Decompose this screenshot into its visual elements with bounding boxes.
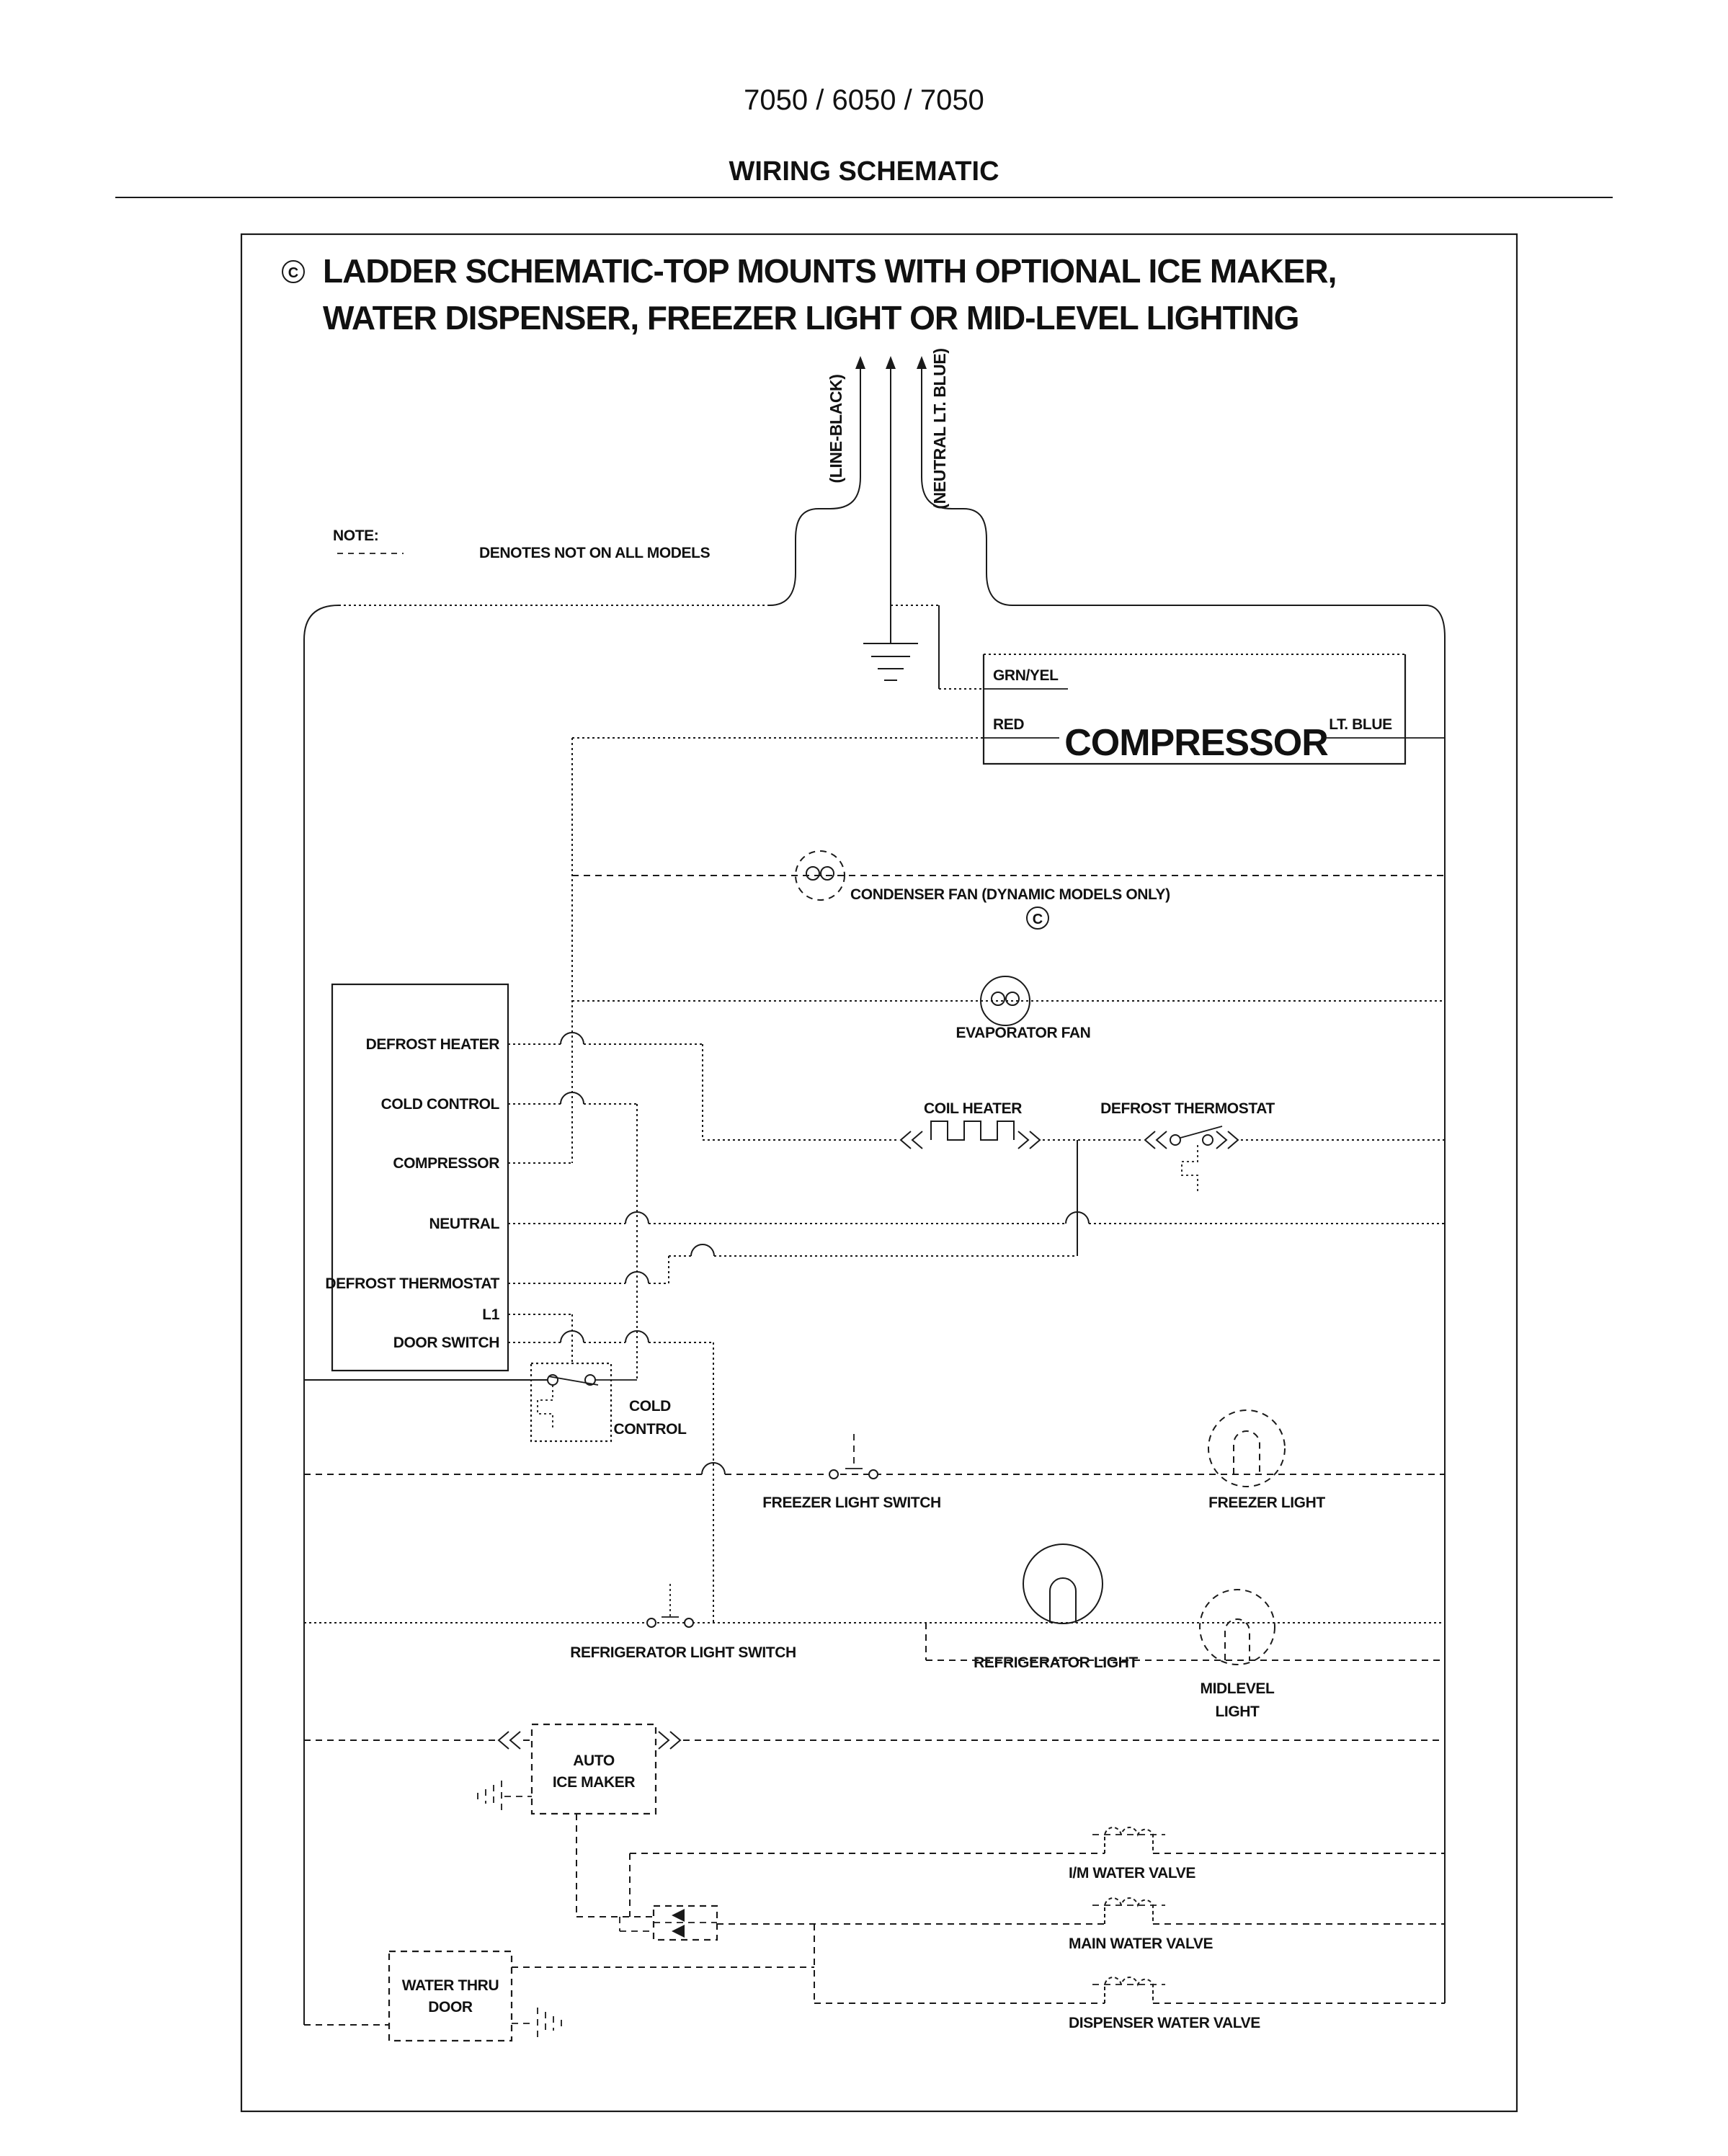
im-valve-coil-icon [1092, 1827, 1165, 1853]
title-line2: WATER DISPENSER, FREEZER LIGHT OR MID-LEVEL LIGHTING [323, 299, 1299, 337]
right-rail-corner [1425, 605, 1445, 637]
coil-heater-label: COIL HEATER [924, 1100, 1022, 1117]
connector-left-icon [499, 1732, 520, 1749]
midlevel-light-filament [1225, 1619, 1250, 1660]
terminal-defrost-heater: DEFROST HEATER [365, 1036, 499, 1053]
schematic-title [282, 252, 1336, 337]
power-feed [304, 348, 1445, 2025]
condenser-fan [572, 851, 1445, 929]
ice-maker-label1: AUTO [573, 1752, 615, 1769]
left-rail-corner [304, 605, 339, 640]
header [115, 84, 1613, 197]
connector-right-icon [1216, 1131, 1238, 1149]
refrigerator-light-icon [1023, 1544, 1103, 1623]
water-valves [576, 1827, 1445, 2031]
ltblue-label: LT. BLUE [1329, 716, 1392, 733]
cold-control [304, 1363, 687, 1441]
cold-control-label1: COLD [629, 1398, 671, 1415]
terminal-block [325, 984, 1445, 1623]
thermostat-sensor [1182, 1145, 1198, 1192]
connector-block-icon [654, 1906, 717, 1940]
refrigerator-switch-contact [685, 1618, 693, 1627]
refrigerator-light-filament [1050, 1578, 1076, 1623]
refrigerator-light-label: REFRIGERATOR LIGHT [974, 1654, 1138, 1671]
refrigerator-light-switch-label: REFRIGERATOR LIGHT SWITCH [570, 1644, 796, 1661]
compressor-label: COMPRESSOR [1064, 722, 1328, 764]
grnyel-label: GRN/YEL [993, 667, 1059, 684]
freezer-switch-contact [869, 1470, 878, 1479]
note [333, 527, 711, 561]
cold-control-sensor [538, 1385, 553, 1430]
connector-right-icon [659, 1732, 680, 1749]
line-arrow-icon [855, 356, 865, 369]
refrigerator-light-circuit [304, 1544, 1445, 1671]
connector-left-icon [901, 1131, 922, 1149]
model-numbers: 7050 / 6050 / 7050 [744, 84, 984, 116]
evaporator-fan [572, 976, 1445, 1041]
coil-heater-icon [931, 1121, 1014, 1140]
condenser-fan-label: CONDENSER FAN (DYNAMIC MODELS ONLY) [850, 886, 1170, 903]
terminal-defrost-thermostat: DEFROST THERMOSTAT [325, 1275, 499, 1292]
freezer-light-label: FREEZER LIGHT [1208, 1494, 1325, 1511]
wire-hop [691, 1244, 714, 1256]
refrigerator-switch-contact [647, 1618, 656, 1627]
page-title: WIRING SCHEMATIC [729, 156, 999, 187]
water-thru-door-circuit [304, 1924, 814, 2041]
wtd-label1: WATER THRU [401, 1977, 499, 1994]
ice-maker-circuit [304, 1724, 1445, 1917]
terminal-l1: L1 [482, 1306, 499, 1323]
wtd-label2: DOOR [428, 1999, 473, 2015]
evaporator-fan-coil2 [1006, 992, 1019, 1005]
terminal-compressor: COMPRESSOR [393, 1155, 499, 1172]
freezer-switch-contact [829, 1470, 838, 1479]
title-line1: LADDER SCHEMATIC-TOP MOUNTS WITH OPTIONAL ICE MAKER, [323, 252, 1337, 290]
defrost-thermostat-label: DEFROST THERMOSTAT [1100, 1100, 1275, 1117]
wtd-ground-icon [538, 2008, 561, 2039]
freezer-light-circuit [304, 1410, 1445, 1511]
evaporator-fan-coil1 [992, 992, 1005, 1005]
dispenser-valve-coil-icon [1092, 1977, 1165, 2003]
line-black-label: (LINE-BLACK) [827, 374, 845, 484]
ice-maker-box [532, 1724, 656, 1814]
freezer-light-filament [1234, 1431, 1260, 1474]
terminal-cold-control: COLD CONTROL [380, 1096, 499, 1113]
evaporator-fan-label: EVAPORATOR FAN [956, 1025, 1091, 1041]
neutral-arrow-icon [917, 356, 927, 369]
line-s-curve [770, 477, 860, 605]
ice-maker-label2: ICE MAKER [552, 1774, 636, 1791]
terminal-door-switch: DOOR SWITCH [393, 1335, 499, 1351]
connector-left-icon [1145, 1131, 1167, 1149]
midlevel-light-label2: LIGHT [1215, 1703, 1260, 1720]
thermostat-blade [1180, 1126, 1222, 1138]
circled-c-glyph: C [288, 265, 299, 281]
condenser-fan-coil1 [806, 867, 819, 880]
schematic-border [241, 234, 1517, 2111]
note-label: NOTE: [333, 527, 379, 544]
ice-maker-ground-icon [478, 1781, 502, 1812]
cold-control-box [531, 1363, 611, 1441]
note-text: DENOTES NOT ON ALL MODELS [479, 545, 711, 561]
thermostat-contact [1170, 1135, 1180, 1145]
red-label: RED [993, 716, 1025, 733]
connector-right-icon [1018, 1131, 1040, 1149]
main-valve-label: MAIN WATER VALVE [1069, 1936, 1213, 1952]
condenser-fan-coil2 [821, 867, 834, 880]
dispenser-valve-label: DISPENSER WATER VALVE [1069, 2015, 1260, 2031]
ground-arrow-icon [886, 356, 896, 369]
midlevel-light-icon [1200, 1590, 1275, 1665]
cold-control-label2: CONTROL [613, 1421, 687, 1438]
im-valve-label: I/M WATER VALVE [1069, 1865, 1195, 1881]
midlevel-light-label1: MIDLEVEL [1200, 1680, 1275, 1697]
compressor [572, 654, 1445, 1163]
defrost-circuit [703, 1100, 1445, 1192]
water-thru-door-box [389, 1951, 512, 2041]
freezer-light-switch-label: FREEZER LIGHT SWITCH [762, 1494, 941, 1511]
main-valve-coil-icon [1092, 1898, 1165, 1924]
thermostat-contact [1203, 1135, 1213, 1145]
freezer-light-icon [1208, 1410, 1285, 1487]
terminal-neutral: NEUTRAL [429, 1216, 499, 1232]
neutral-blue-label: (NEUTRAL LT. BLUE) [930, 348, 949, 509]
condenser-c-glyph: C [1032, 912, 1043, 927]
ground-icon [863, 643, 918, 680]
